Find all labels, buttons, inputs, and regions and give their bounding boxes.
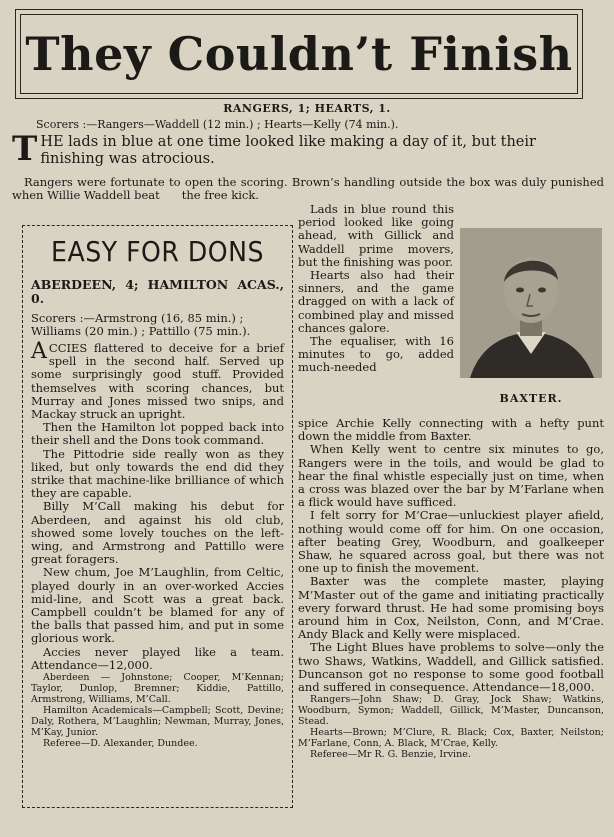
headline: They Couldn’t Finish [25, 27, 573, 81]
sidebar-paragraph: Then the Hamilton lot popped back into their shell and the Dons took command. [31, 420, 284, 448]
wide-referee: Referee—Mr R. G. Benzie, Irvine. [310, 749, 471, 761]
sidebar-team: Aberdeen — Johnstone; Cooper, M’Kennan; Taylor, Dunlop, Bremner; Kiddie, Pattillo, Armstrong, Williams, M’Call. [31, 672, 284, 706]
sidebar-box [22, 225, 293, 808]
wide-column [298, 417, 604, 760]
wide-paragraph: Baxter was the complete master, playing M’Master out of the game and initiating practically every forward thrust. He had some promising boys around him in Cox, Neilston, Conn, and M’Crae. Andy Black and Kelly were misplaced. [298, 574, 604, 642]
intro-tail: the free kick. [181, 188, 259, 202]
column-paragraph: The equaliser, with 16 minutes to go, added much-needed [298, 334, 454, 375]
portrait-image [460, 228, 602, 378]
wide-paragraph: When Kelly went to centre six minutes to go, Rangers were in the toils, and would be glad to hear the final whistle especially just on time, when a cross was blazed over the bar by M’Farlane when a flick would have sufficed. [298, 442, 604, 510]
sidebar-paragraph: New chum, Joe M’Laughlin, from Celtic, played dourly in an over-worked Accies mid-line, and Scott was a great back. Campbell couldn’t be blamed for any of the balls that passed him, and put in some glorious work. [31, 565, 284, 646]
sidebar-paragraph: Accies never played like a team. Attendance—12,000. [31, 644, 284, 672]
lede-text: HE lads in blue at one time looked like making a day of it, but their finishing was atrocious. [40, 134, 536, 167]
sidebar-referee: Referee—D. Alexander, Dundee. [43, 738, 198, 750]
wide-team: Rangers—John Shaw; D. Gray, Jock Shaw; Watkins, Woodburn, Symon; Waddell, Gillick, M’Master, Duncanson, Stead. [298, 694, 604, 728]
intro-paragraph [12, 176, 604, 202]
column-paragraph: Hearts also had their sinners, and the game dragged on with a lack of combined play and missed chances galore. [298, 268, 454, 335]
sidebar-paragraph: CCIES flattered to deceive for a brief spell in the second half. Served up some surprisingly good stuff. Provided themselves with scoring chances, but Murray and Jones missed two snips, and Mackay struck an upright. [31, 341, 284, 422]
photo-caption: BAXTER. [499, 392, 563, 405]
sidebar-team: Hamilton Academicals—Campbell; Scott, Devine; Daly, Rothera, M’Laughlin; Newman, Murray, Jones, M’Kay, Junior. [31, 705, 284, 739]
headline-box [20, 14, 578, 94]
wide-paragraph: The Light Blues have problems to solve—only the two Shaws, Watkins, Waddell, and Gillick satisfied. Duncanson got no response to some good football and suffered in consequence. Attendance—18,000. [298, 640, 604, 695]
sidebar-title: EASY FOR DONS [51, 235, 264, 268]
wide-first-line: spice Archie Kelly connecting with a hefty punt down the middle from Baxter. [298, 416, 604, 444]
column-paragraph: Lads in blue round this period looked like going ahead, with Gillick and Waddell prime movers, but the finishing was poor. [298, 202, 454, 269]
wide-team: Hearts—Brown; M’Clure, R. Black; Cox, Baxter, Neilston; M’Farlane, Conn, A. Black, M’Crae, Kelly. [298, 727, 604, 750]
sidebar-dropcap: A [31, 339, 47, 364]
wide-paragraph: I felt sorry for M’Crae—unluckiest player afield, nothing would come off for him. On one occasion, after beating Grey, Woodburn, and goalkeeper Shaw, he squared across goal, but there was not one up to finish the movement. [298, 508, 604, 576]
baxter-photo [460, 228, 602, 378]
sidebar-scorers: Scorers :—Armstrong (16, 85 min.) ; Williams (20 min.) ; Pattillo (75 min.). [31, 311, 251, 338]
intro-text: Rangers were fortunate to open the scoring. Brown’s handling outside the box was duly punished when Willie Waddell beat [12, 175, 604, 202]
column-two [298, 203, 454, 375]
lede-dropcap: T [12, 129, 38, 169]
lede [12, 129, 602, 169]
match-result: RANGERS, 1; HEARTS, 1. [223, 102, 391, 115]
match-scorers: Scorers :—Rangers—Waddell (12 min.) ; Hearts—Kelly (74 min.). [36, 118, 399, 131]
sidebar-body [31, 339, 284, 750]
sidebar-paragraph: The Pittodrie side really won as they liked, but only towards the end did they strike that machine-like brilliance of which they are capable. [31, 446, 284, 501]
sidebar-result: ABERDEEN, 4; HAMILTON ACAS., 0. [31, 277, 284, 306]
sidebar-paragraph: Billy M’Call making his debut for Aberdeen, and against his old club, showed some lovely touches on the left-wing, and Armstrong and Pattillo were great foragers. [31, 499, 284, 567]
